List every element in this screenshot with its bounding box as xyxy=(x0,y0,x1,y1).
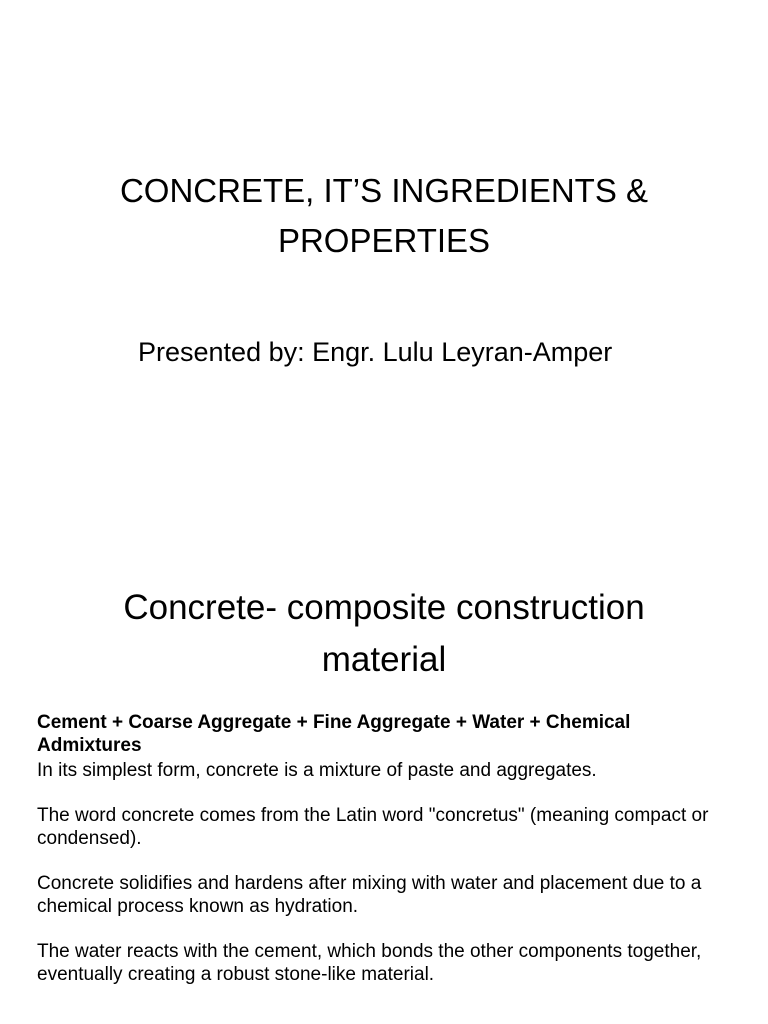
presenter-subtitle: Presented by: Engr. Lulu Leyran-Amper xyxy=(138,337,613,367)
paragraph: Concrete solidifies and hardens after mixing with water and placement due to a chemical process known as hydration. xyxy=(37,873,702,917)
paragraph: In its simplest form, concrete is a mixture of paste and aggregates. xyxy=(37,760,597,781)
ingredients-formula: Cement + Coarse Aggregate + Fine Aggregate + Water + Chemical Admixtures xyxy=(37,712,631,756)
slide-title: Concrete- composite construction material xyxy=(123,588,645,679)
slide-body xyxy=(37,711,727,1008)
paragraph: The word concrete comes from the Latin word "concretus" (meaning compact or condensed). xyxy=(37,805,709,849)
paragraph: The water reacts with the cement, which bonds the other components together, eventually creating a robust stone-like material. xyxy=(37,941,702,985)
content-slide xyxy=(0,560,768,1024)
presentation-title: CONCRETE, IT’S INGREDIENTS & PROPERTIES xyxy=(119,172,649,259)
